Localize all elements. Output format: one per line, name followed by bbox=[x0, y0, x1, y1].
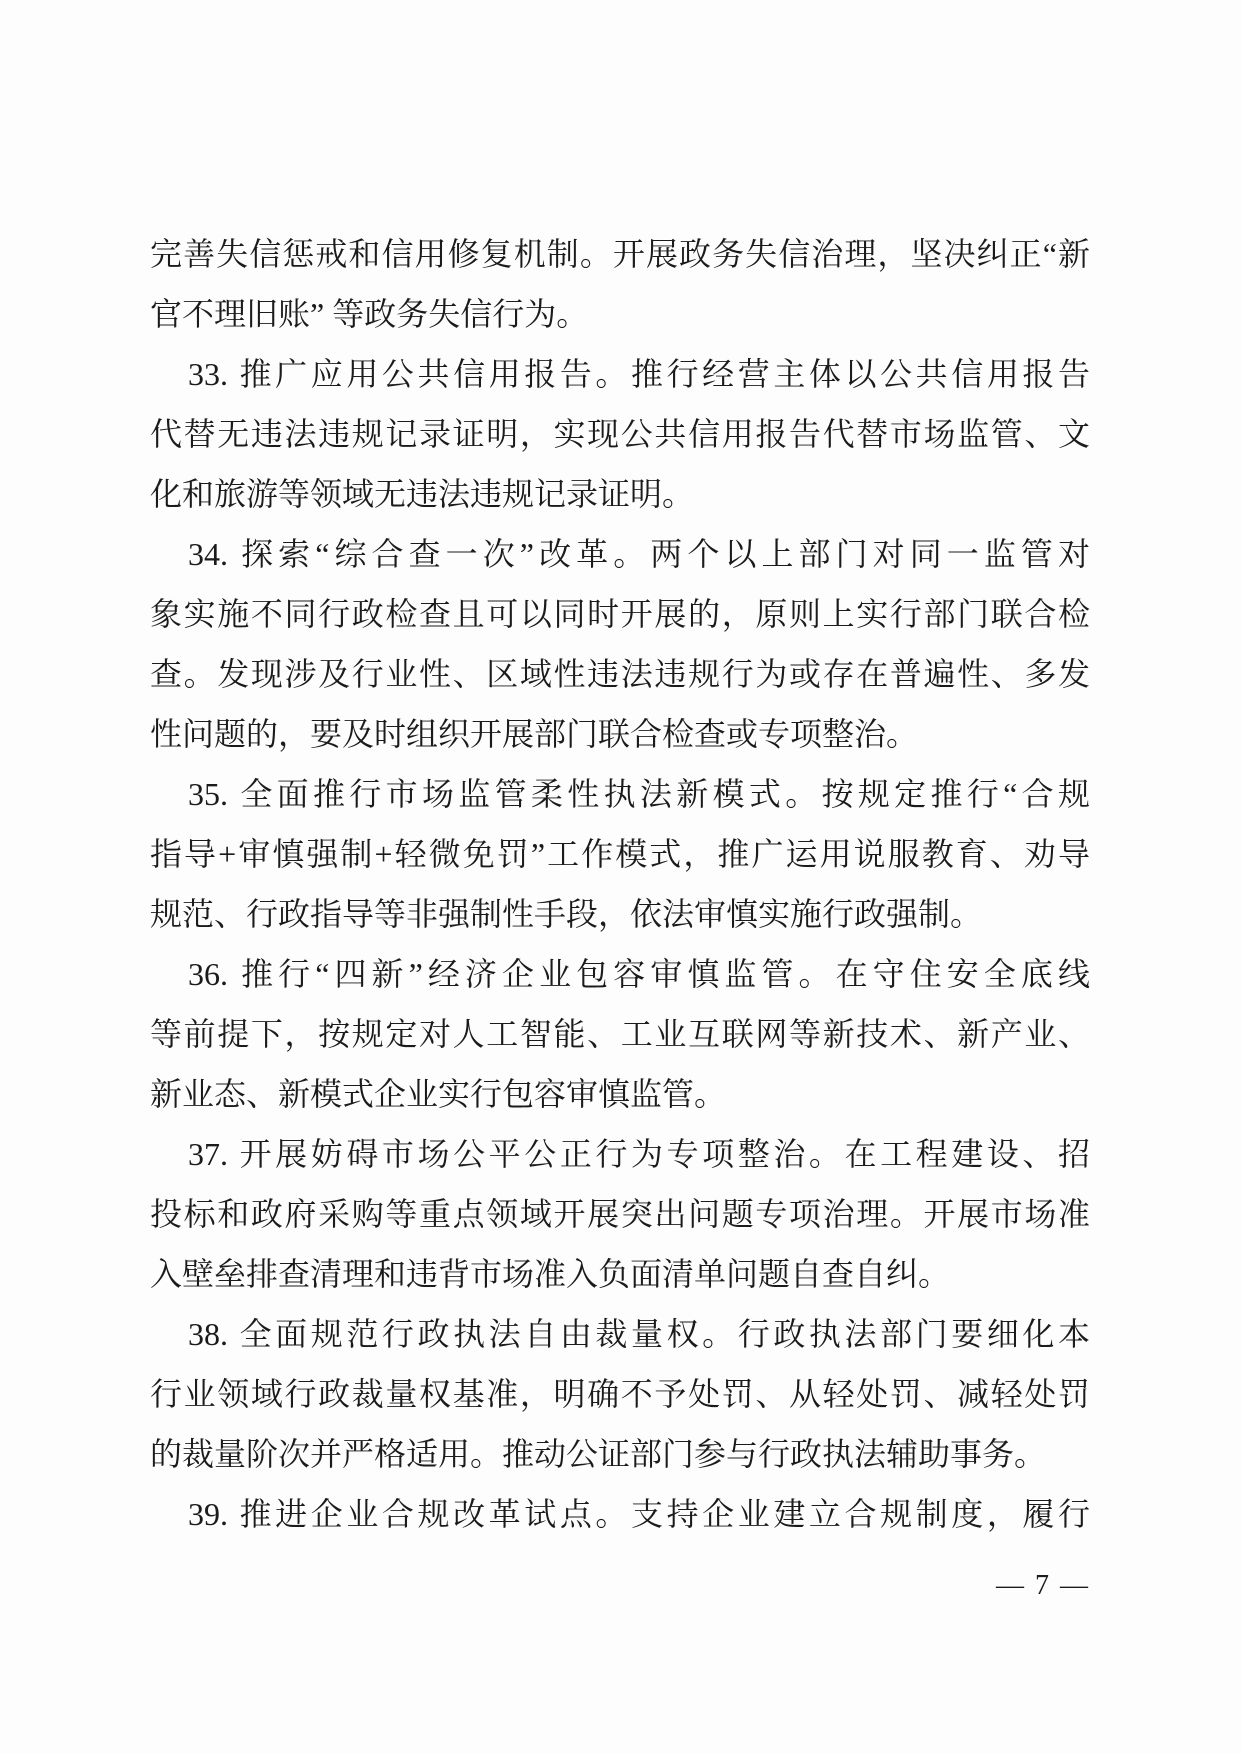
text-line: 入壁垒排查清理和违背市场准入负面清单问题自查自纠。 bbox=[150, 1256, 951, 1292]
text-line: 完善失信惩戒和信用修复机制。开展政务失信治理，坚决纠正“新 bbox=[150, 236, 1090, 272]
item-33-line: 33. 推广应用公共信用报告。推行经营主体以公共信用报告 bbox=[188, 356, 1090, 392]
text-line: 指导+审慎强制+轻微免罚”工作模式，推广运用说服教育、劝导 bbox=[150, 836, 1090, 872]
text-line: 新业态、新模式企业实行包容审慎监管。 bbox=[150, 1076, 727, 1112]
page-number: — 7 — bbox=[996, 1570, 1090, 1601]
text-line: 投标和政府采购等重点领域开展突出问题专项治理。开展市场准 bbox=[150, 1196, 1090, 1232]
text-line: 的裁量阶次并严格适用。推动公证部门参与行政执法辅助事务。 bbox=[150, 1436, 1047, 1472]
item-34-line: 34. 探索“综合查一次”改革。两个以上部门对同一监管对 bbox=[188, 536, 1090, 572]
text-line: 等前提下，按规定对人工智能、工业互联网等新技术、新产业、 bbox=[150, 1016, 1090, 1052]
item-37-line: 37. 开展妨碍市场公平公正行为专项整治。在工程建设、招 bbox=[188, 1136, 1090, 1172]
text-line: 官不理旧账” 等政务失信行为。 bbox=[150, 296, 589, 332]
text-line: 行业领域行政裁量权基准，明确不予处罚、从轻处罚、减轻处罚 bbox=[150, 1376, 1090, 1412]
text-line: 化和旅游等领域无违法违规记录证明。 bbox=[150, 476, 695, 512]
text-line: 象实施不同行政检查且可以同时开展的，原则上实行部门联合检 bbox=[150, 596, 1090, 632]
text-line: 性问题的，要及时组织开展部门联合检查或专项整治。 bbox=[150, 716, 919, 752]
item-35-line: 35. 全面推行市场监管柔性执法新模式。按规定推行“合规 bbox=[188, 776, 1090, 812]
item-39-line: 39. 推进企业合规改革试点。支持企业建立合规制度，履行 bbox=[188, 1496, 1090, 1532]
document-body bbox=[150, 224, 1090, 1544]
text-line: 规范、行政指导等非强制性手段，依法审慎实施行政强制。 bbox=[150, 896, 983, 932]
item-36-line: 36. 推行“四新”经济企业包容审慎监管。在守住安全底线 bbox=[188, 956, 1090, 992]
text-line: 查。发现涉及行业性、区域性违法违规行为或存在普遍性、多发 bbox=[150, 656, 1090, 692]
text-line: 代替无违法违规记录证明，实现公共信用报告代替市场监管、文 bbox=[150, 416, 1090, 452]
item-38-line: 38. 全面规范行政执法自由裁量权。行政执法部门要细化本 bbox=[188, 1316, 1090, 1352]
